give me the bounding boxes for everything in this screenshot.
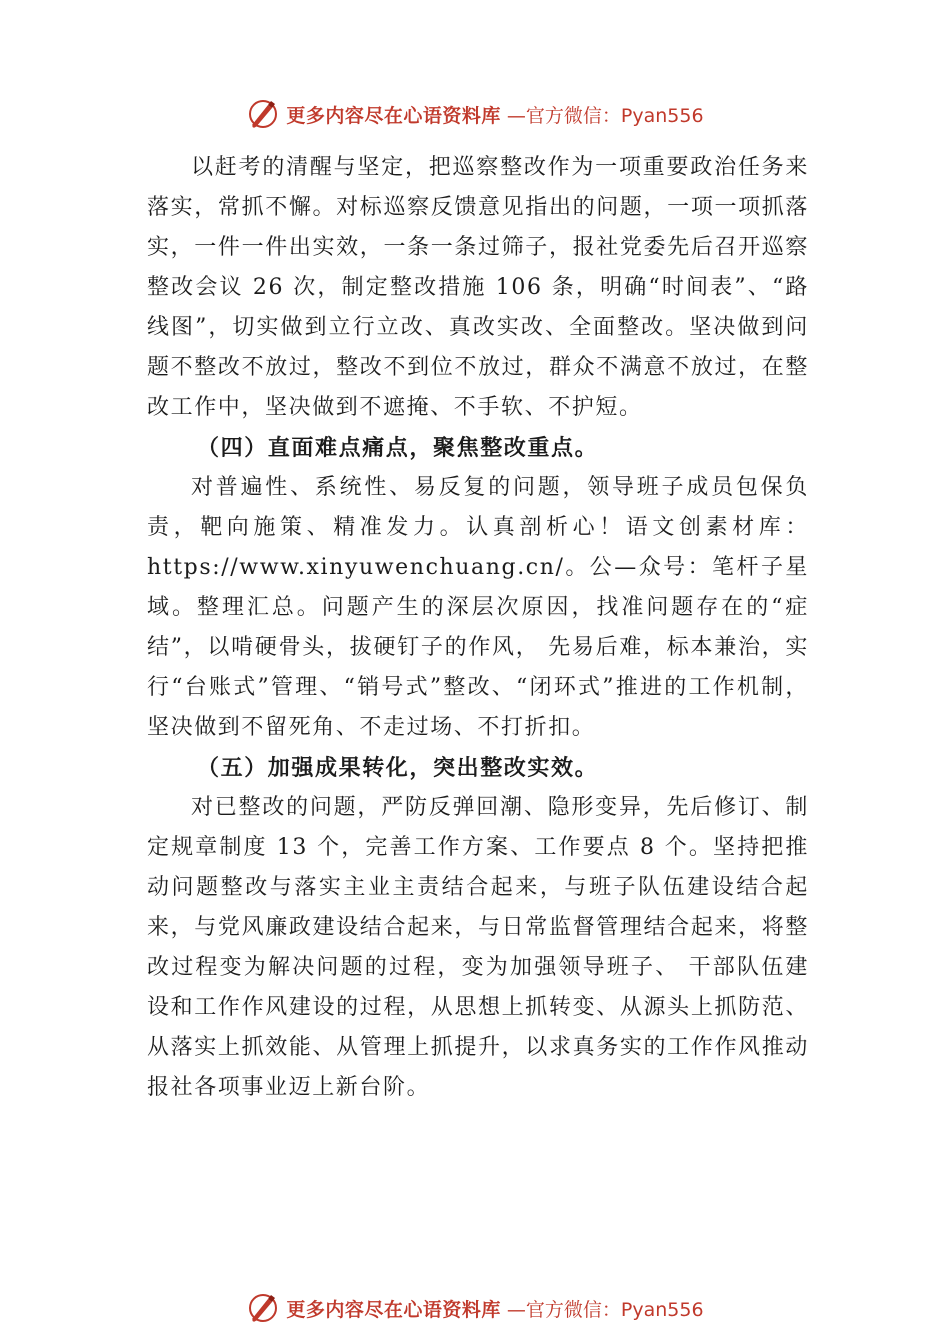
watermark-sub-text: —官方微信：Pyan556 [506, 1298, 704, 1321]
document-body [147, 148, 809, 1108]
paragraph-results-transformation: 对已整改的问题，严防反弹回潮、隐形变异，先后修订、制定规章制度 13 个，完善工作方案、工作要点 8 个。坚持把推动问题整改与落实主业主责结合起来，与班子队伍建设结合起来，与党风廉政建设结合起来，与日常监督管理结合起来，将整改过程变为解决问题的过程，变为加强领导班子、 干部队伍建设和工作作风建设的过程，从思想上抓转变、从源头上抓防范、从落实上抓效能、从管理上抓提升，以求真务实的工作作风推动报社各项事业迈上新台阶。 [147, 795, 809, 1100]
watermark-main-text: 更多内容尽在心语资料库 [286, 1298, 501, 1321]
section-heading-4: （四）直面难点痛点，聚焦整改重点。 [197, 435, 599, 461]
section-heading-5: （五）加强成果转化，突出整改实效。 [197, 755, 599, 781]
paragraph-rectification-commitment: 以赶考的清醒与坚定，把巡察整改作为一项重要政治任务来落实，常抓不懈。对标巡察反馈意见指出的问题，一项一项抓落实，一件一件出实效，一条一条过筛子，报社党委先后召开巡察整改会议 26 次，制定整改措施 106 条，明确“时间表”、“路线图”，切实做到立行立改、真改实改、全面整改。坚决做到问题不整改不放过，整改不到位不放过，群众不满意不放过，在整改工作中，坚决做到不遮掩、不手软、不护短。 [147, 155, 809, 420]
paragraph-focus-key-points: 对普遍性、系统性、易反复的问题，领导班子成员包保负责，靶向施策、精准发力。认真剖析心！语文创素材库：https://www.xinyuwenchuang.cn/。公—众号：笔杆子星域。整理汇总。问题产生的深层次原因，找准问题存在的“症结”，以啃硬骨头，拔硬钉子的作风， 先易后难，标本兼治，实行“台账式”管理、“销号式”整改、“闭环式”推进的工作机制，坚决做到不留死角、不走过场、不打折扣。 [147, 475, 809, 740]
pen-logo-icon [246, 1291, 280, 1325]
pen-logo-icon [246, 97, 280, 131]
watermark-main-text: 更多内容尽在心语资料库 [286, 104, 501, 127]
watermark-sub-text: —官方微信：Pyan556 [506, 104, 704, 127]
watermark-footer [0, 1288, 950, 1328]
watermark-header [0, 94, 950, 134]
